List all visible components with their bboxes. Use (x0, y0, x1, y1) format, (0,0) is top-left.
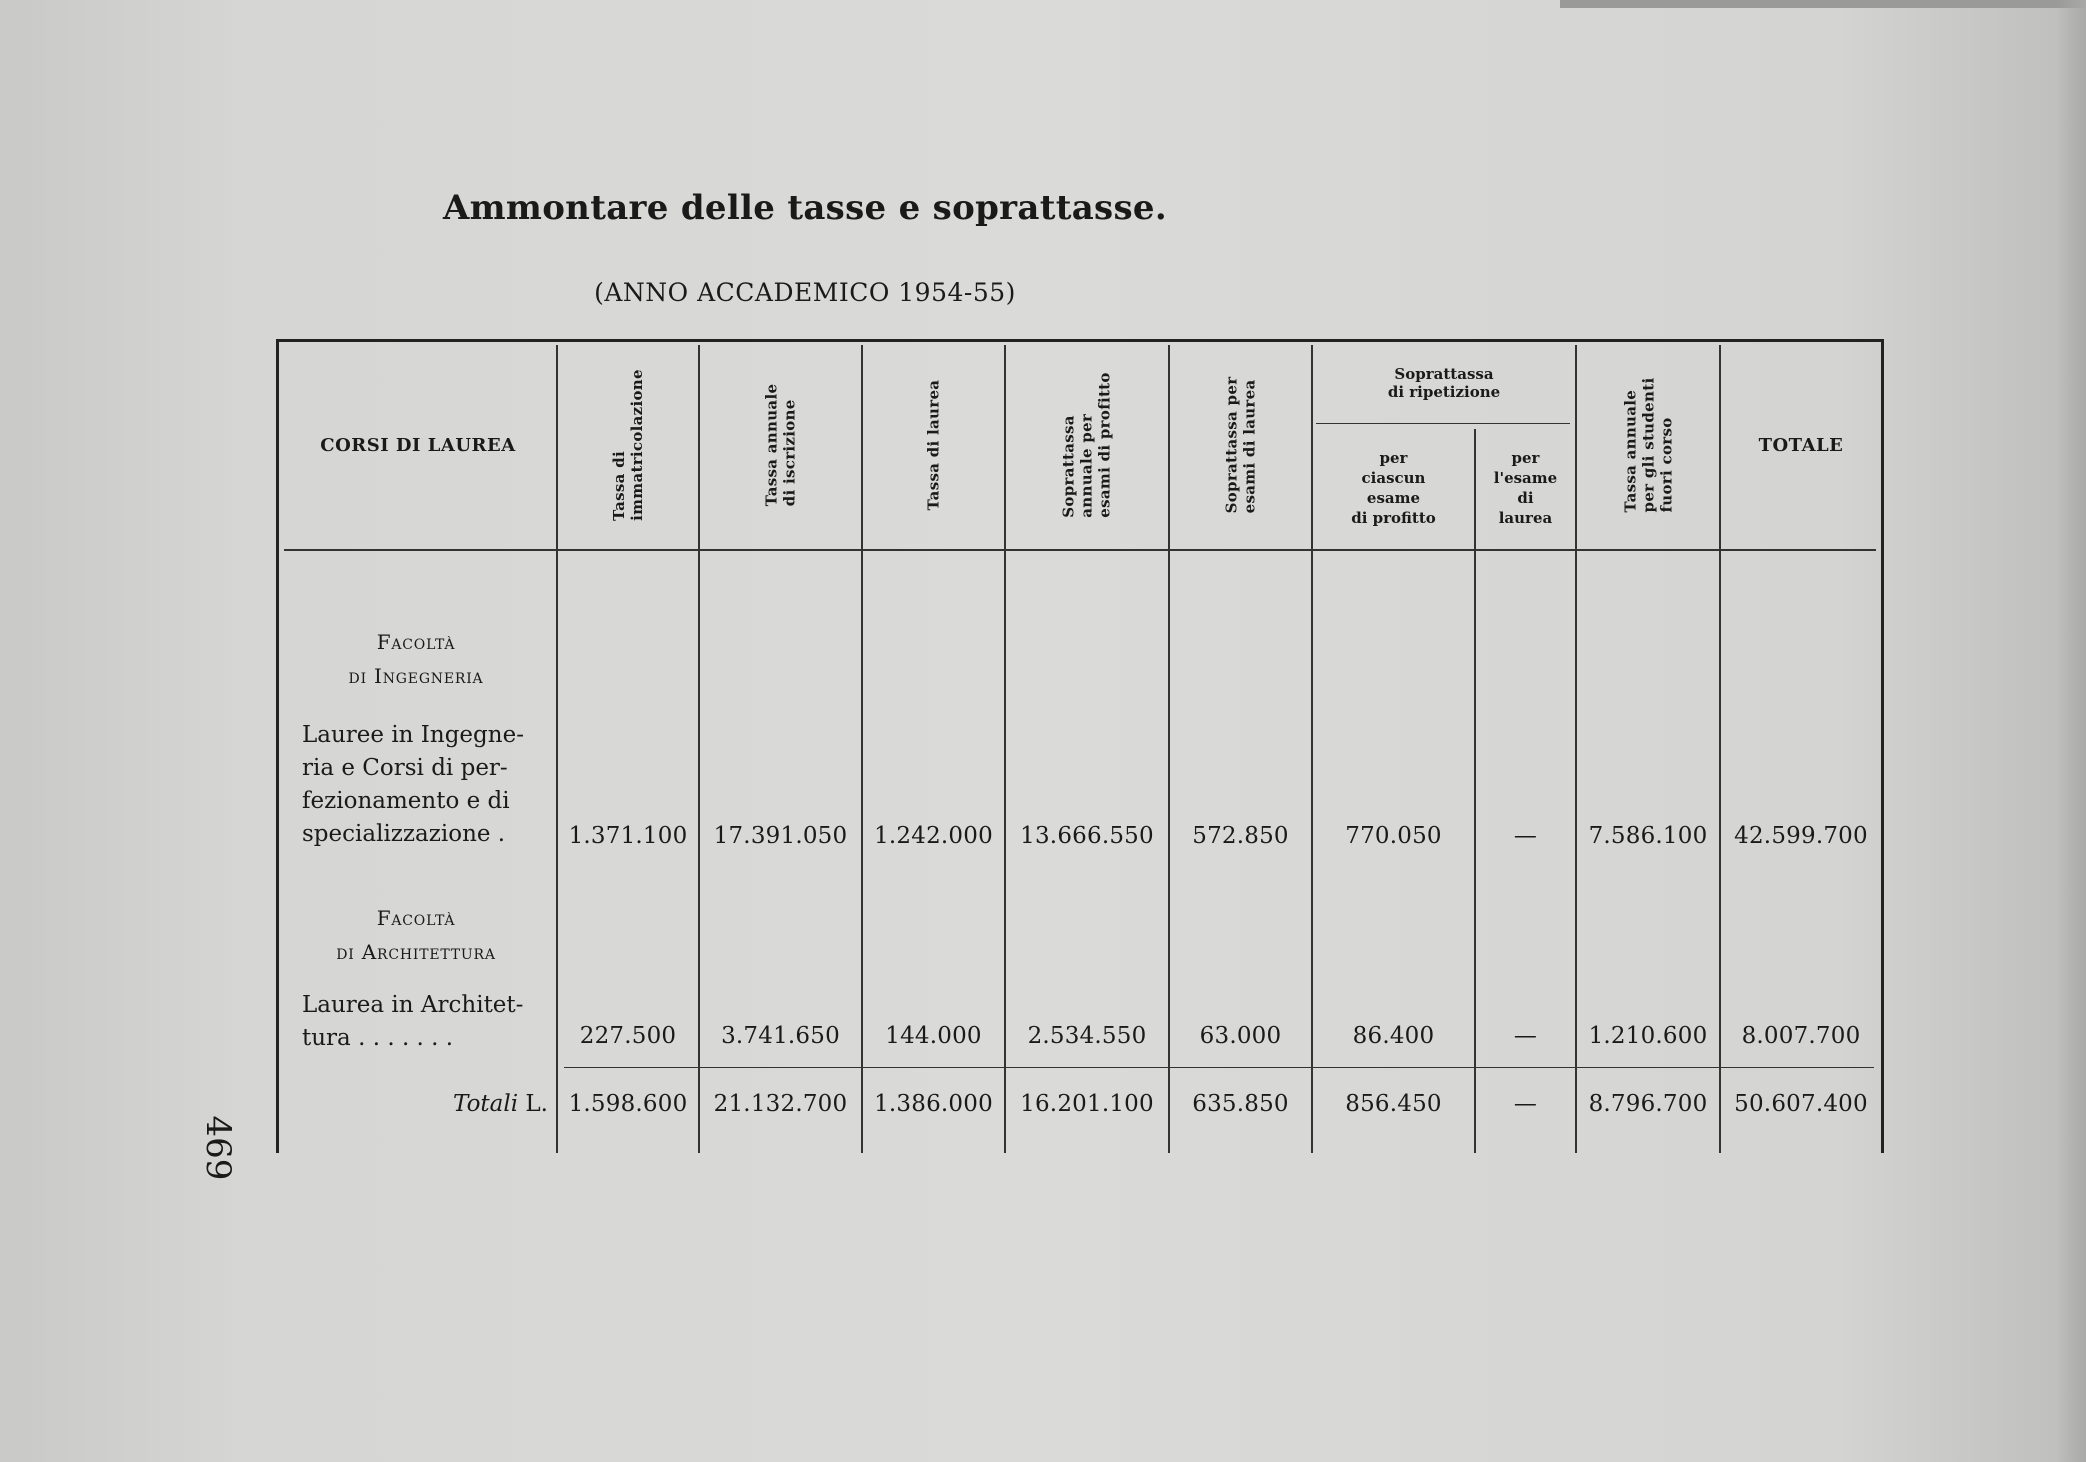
cell-soprattassa-profitto: 2.534.550 (1027, 1023, 1147, 1049)
cell-soprattassa-laurea: 63.000 (1199, 1023, 1282, 1049)
page-number: 469 (198, 1115, 238, 1181)
cell-totale: 42.599.700 (1734, 823, 1868, 849)
row-label-line: ria e Corsi di per- (302, 755, 508, 781)
table-right-border (1881, 339, 1884, 1153)
total-iscrizione: 21.132.700 (713, 1091, 848, 1117)
cell-immatricolazione: 1.371.100 (568, 823, 688, 849)
row-label-line: specializzazione . (302, 821, 506, 847)
row-label-line: Lauree in Ingegne- (302, 722, 524, 748)
cell-fuori-corso: 7.586.100 (1588, 823, 1708, 849)
fees-table (276, 339, 1884, 1153)
cell-soprattassa-profitto: 13.666.550 (1020, 823, 1154, 849)
total-fuori-corso: 8.796.700 (1588, 1091, 1708, 1117)
cell-totale: 8.007.700 (1741, 1023, 1861, 1049)
page-edge-shadow (2056, 0, 2086, 1462)
total-ripetizione-profitto: 856.450 (1345, 1091, 1442, 1117)
row-label-line: fezionamento e di (302, 788, 510, 814)
header-fuori-corso: Tassa annuale per gli studenti fuori corso (1620, 377, 1675, 513)
group-header-underline (1316, 423, 1570, 424)
row-label-ingegneria (302, 719, 548, 851)
header-corsi: CORSI DI LAUREA (320, 434, 516, 456)
cell-fuori-corso: 1.210.600 (1588, 1023, 1708, 1049)
page-subtitle: (ANNO ACCADEMICO 1954-55) (594, 278, 1016, 307)
totals-currency: L. (525, 1091, 548, 1117)
table-left-border (276, 339, 279, 1153)
row-label-line: Laurea in Architet- (302, 992, 524, 1018)
cell-ripetizione-laurea: — (1513, 823, 1538, 849)
total-grand: 50.607.400 (1734, 1091, 1868, 1117)
total-immatricolazione: 1.598.600 (568, 1091, 688, 1117)
header-iscrizione: Tassa annuale di iscrizione (762, 383, 799, 507)
totals-label (280, 1091, 548, 1117)
header-bottom-rule (284, 549, 1876, 551)
header-immatricolazione: Tassa di immatricolazione (610, 369, 646, 521)
header-ripetizione-group: Soprattassa di ripetizione (1387, 365, 1501, 401)
page-title: Ammontare delle tasse e soprattasse. (442, 188, 1168, 228)
cell-iscrizione: 3.741.650 (721, 1023, 840, 1049)
total-ripetizione-laurea: — (1513, 1091, 1538, 1117)
header-ripetizione-laurea: per l'esame di laurea (1493, 449, 1558, 527)
header-soprattassa-profitto: Soprattassa annuale per esami di profitto (1059, 372, 1114, 518)
total-soprattassa-profitto: 16.201.100 (1020, 1091, 1154, 1117)
header-ripetizione-profitto: per ciascun esame di profitto (1351, 449, 1436, 527)
faculty-heading-architettura: Facoltà di Architettura (336, 906, 496, 964)
cell-iscrizione: 17.391.050 (713, 823, 848, 849)
faculty-heading-ingegneria: Facoltà di Ingegneria (348, 630, 484, 688)
total-soprattassa-laurea: 635.850 (1192, 1091, 1289, 1117)
scan-edge-shadow (1560, 0, 2086, 8)
total-laurea: 1.386.000 (874, 1091, 993, 1117)
cell-soprattassa-laurea: 572.850 (1192, 823, 1289, 849)
totals-label-word: Totali (453, 1091, 519, 1117)
totals-rule (564, 1067, 1874, 1068)
row-label-line: tura . . . . . . . (302, 1025, 454, 1051)
header-laurea: Tassa di laurea (924, 379, 943, 511)
row-label-architettura (302, 989, 548, 1055)
header-totale: TOTALE (1758, 434, 1844, 456)
cell-laurea: 144.000 (885, 1023, 982, 1049)
cell-laurea: 1.242.000 (874, 823, 993, 849)
header-soprattassa-laurea: Soprattassa per esami di laurea (1222, 376, 1259, 514)
table-top-border (276, 339, 1884, 342)
cell-ripetizione-profitto: 86.400 (1352, 1023, 1435, 1049)
cell-ripetizione-laurea: — (1513, 1023, 1538, 1049)
cell-immatricolazione: 227.500 (579, 1023, 677, 1049)
cell-ripetizione-profitto: 770.050 (1345, 823, 1442, 849)
